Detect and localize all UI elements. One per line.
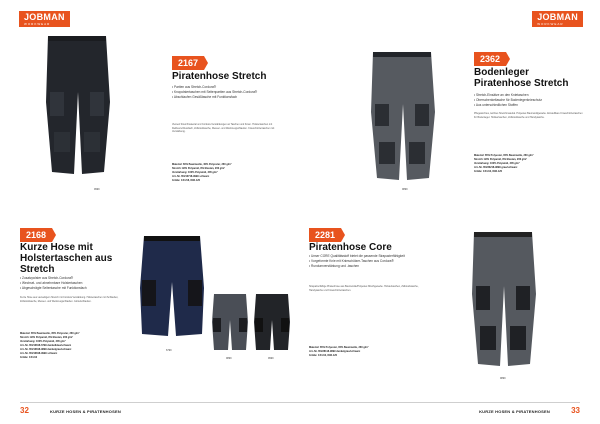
product-2281-features	[309, 254, 429, 269]
spec-line: Material: 65% Polyester, 35% Baumwolle, 260 g/m²	[309, 346, 369, 349]
product-2281-caption: 9899	[500, 377, 506, 380]
feature-item: • Knopolstertaschen mit Seitenpartien aus Stretch-Cordura®	[172, 90, 272, 95]
spec-line: Material: 60% Baumwolle, 40% Polyester, 260 g/m²	[172, 163, 232, 166]
product-2167-features	[172, 85, 272, 100]
feature-item: • Rundumverstärkung und -taschen	[309, 264, 429, 269]
product-2281-title: Piratenhose Core	[309, 242, 392, 253]
product-2281-specs	[309, 346, 434, 358]
footer-title-left: KURZE HOSEN & PIRATENHOSEN	[50, 409, 121, 414]
product-2362-specs	[474, 154, 586, 174]
page-number-right: 33	[571, 406, 580, 415]
product-2168-image-black	[252, 292, 292, 354]
spec-line: Größe: C44-58, D96-120	[172, 179, 201, 182]
spec-line: Material: 65% Baumwolle, 35% Polyester, 260 g/m²	[20, 332, 80, 335]
brand-logo-right: JOBMAN WORKWEAR	[532, 11, 583, 27]
product-2167-specs	[172, 163, 284, 183]
product-2362-description: Pflegeleichtes, leichtes Stretchmaterial. Polyester-Baumwollgewebe. Einstellbare Knieschützertaschen für Bodenleger. Holstertaschen, Zollstocktasche und Handytasche.	[474, 112, 583, 119]
spec-line: Art.-Nr. 65216818-9899 dunkelgrau/schwarz	[20, 348, 72, 351]
spec-line: Größe: C44-62	[20, 356, 38, 359]
product-2167-description: Vierseit Stretchmaterial und Cordura Verstärkungen an Taschen und Knien. Holstertaschen mit Reißverschlussfach, Zollstocktasche, Messer- und Werkzeugschlaufen. Knieschützertaschen mit Verstärkung.	[172, 123, 275, 134]
feature-item: • Vorgeformte Knie mit Knieschützer-Taschen aus Cordura®	[309, 259, 429, 264]
feature-item: • Stretch-Einsätze an den Knietaschen	[474, 93, 584, 98]
product-2168-caption-3: 9999	[268, 357, 274, 360]
product-2362-image	[363, 48, 441, 188]
spec-line: Material: 65% Polyester, 35% Baumwolle, 260 g/m²	[474, 154, 534, 157]
product-2281-description: Strapazierfähige Piratenhose aus Baumwolle/Polyester-Mischgewebe. Holstertaschen, Zollstocktasche, Handytasche und Knieschützertaschen.	[309, 285, 419, 292]
product-2168-image-grey	[210, 292, 250, 354]
feature-item: • Partien aus Stretch-Cordura®	[172, 85, 272, 90]
product-2168-code: 2168	[20, 228, 52, 242]
product-2168-title: Kurze Hose mit Holstertaschen aus Stretch	[20, 242, 113, 275]
product-2167-image	[38, 32, 116, 184]
feature-item: • Oberschenkeltasche für Bodenlegerknieschutz	[474, 98, 584, 103]
footer-title-right: KURZE HOSEN & PIRATENHOSEN	[479, 409, 550, 414]
product-2281-image	[464, 228, 542, 374]
product-2168-description: Kurze Hose aus vierseitigem Stretch mit Cordura Verstärkung. Holstertaschen mit Schlaufen, Zollstocktasche, Messer- und Werkzeugschlaufen. Gürtelschlaufen.	[20, 296, 119, 303]
product-2168-caption-2: 9899	[226, 357, 232, 360]
brand-logo-left: JOBMAN WORKWEAR	[19, 11, 70, 27]
product-2362-title: Bodenleger Piratenhose Stretch	[474, 67, 569, 89]
feature-item: • Abgeschrägte Seitentasche mit Funktionsfach	[20, 286, 125, 291]
spec-line: Art.-Nr. 65236218-9899 grau/schwarz	[474, 166, 518, 169]
product-2167-caption: 9999	[94, 188, 100, 191]
spec-line: Größe: C44-62, D96-120	[309, 354, 338, 357]
spec-line: Art.-Nr. 65228118-9899 dunkelgrau/schwarz	[309, 350, 361, 353]
spec-line: Stretch: 92% Polyamid, 8% Elastan, 260 g/m²	[474, 158, 528, 161]
spec-line: Verstärkung: 100% Polyamid, 235 g/m²	[474, 162, 520, 165]
spec-line: Größe: C44-62, D96-120	[474, 170, 503, 173]
spec-line: Art.-Nr. 65216718-9999 schwarz	[172, 175, 210, 178]
product-2168-caption-1: 6799	[166, 349, 172, 352]
product-2362-caption: 9899	[402, 188, 408, 191]
feature-item: • Wechsel- und abnehmbare Holstertaschen	[20, 281, 125, 286]
spec-line: Stretch: 92% Polyamid, 8% Elastan, 260 g/m²	[20, 336, 74, 339]
page-number-left: 32	[20, 406, 29, 415]
product-2168-image-navy	[136, 232, 208, 346]
product-2167-title: Piratenhose Stretch	[172, 71, 267, 82]
feature-item: • Unser CORE Qualitätsstoff bietet die passende Strapazierfähigkeit	[309, 254, 429, 259]
product-2362-code: 2362	[474, 52, 506, 66]
product-2168-features	[20, 276, 125, 291]
spec-line: Verstärkung: 100% Polyamid, 235 g/m²	[172, 171, 218, 174]
product-2167-code: 2167	[172, 56, 204, 70]
product-2168-specs	[20, 332, 132, 360]
feature-item: • Zusatzpolster aus Stretch-Cordura®	[20, 276, 125, 281]
feature-item: • Aus unterschiedlichen Stoffen	[474, 103, 584, 108]
spec-line: Stretch: 92% Polyamid, 8% Elastan, 260 g/m²	[172, 167, 226, 170]
spec-line: Art.-Nr. 65216818-6799 dunkelblau/schwarz	[20, 344, 72, 347]
spec-line: Art.-Nr. 65216818-9999 schwarz	[20, 352, 58, 355]
product-2362-features	[474, 93, 584, 108]
feature-item: • Abschlaufen Gesäßtasche mit Funktionsfach	[172, 95, 272, 100]
footer-divider	[20, 402, 580, 403]
product-2281-code: 2281	[309, 228, 341, 242]
spec-line: Verstärkung: 100% Polyamid, 235 g/m²	[20, 340, 66, 343]
